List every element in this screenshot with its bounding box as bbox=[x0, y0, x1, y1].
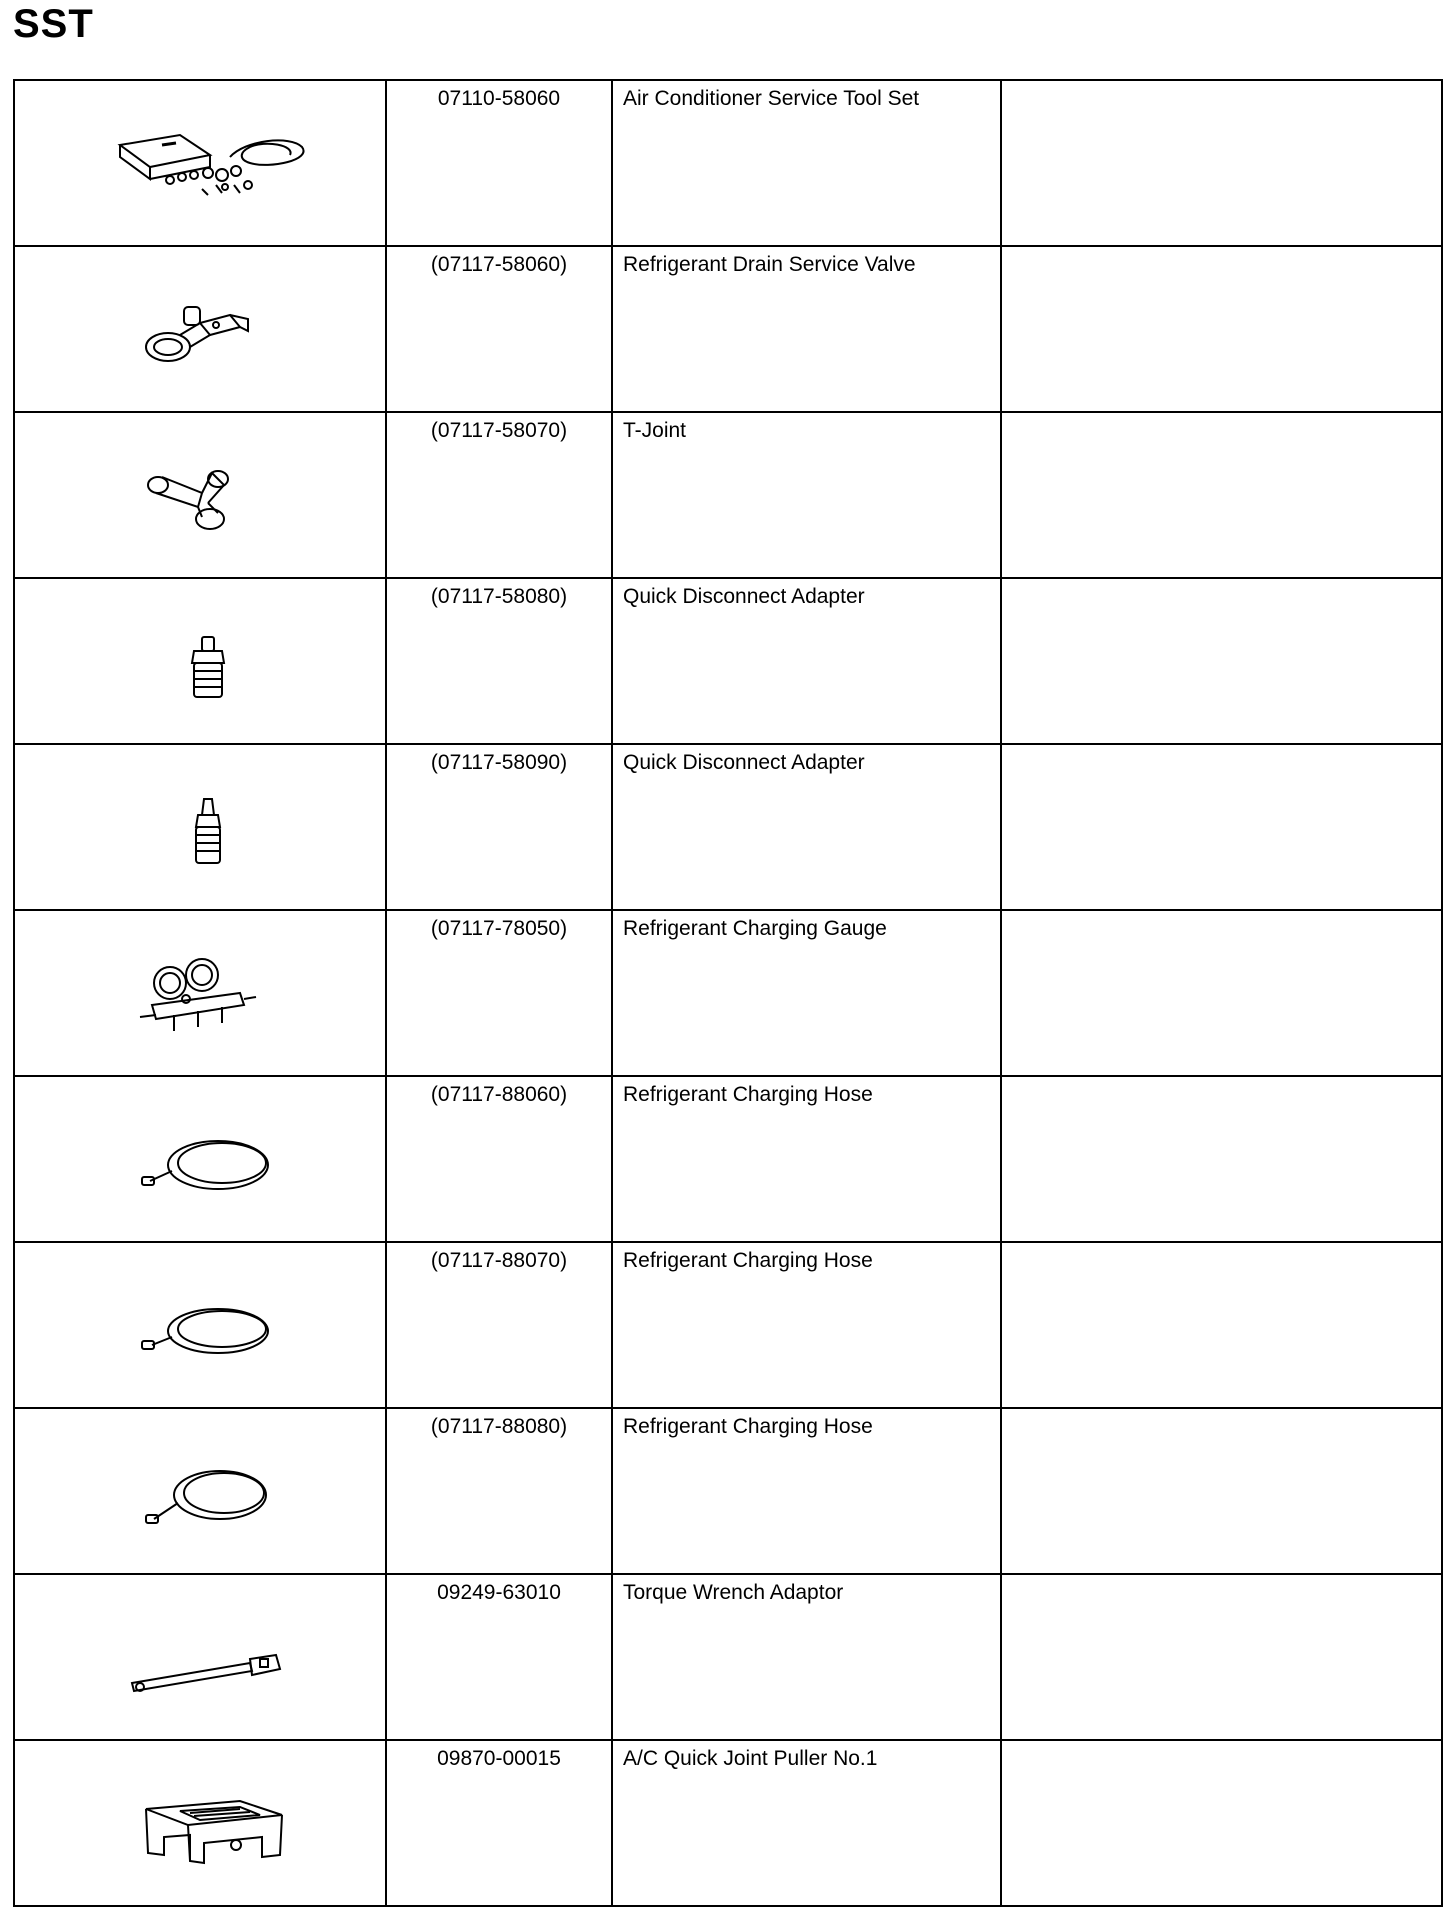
tool-name-cell bbox=[612, 1076, 1001, 1242]
table-row bbox=[14, 1076, 1442, 1242]
part-number-cell bbox=[386, 910, 612, 1076]
table-row bbox=[14, 246, 1442, 412]
table-row bbox=[14, 744, 1442, 910]
tool-illustration-cell bbox=[14, 910, 386, 1076]
part-number: (07117-88070) bbox=[430, 1249, 568, 1272]
part-number: (07117-88060) bbox=[430, 1083, 568, 1106]
part-number-cell bbox=[386, 246, 612, 412]
tool-name-cell bbox=[612, 412, 1001, 578]
tool-name-cell bbox=[612, 246, 1001, 412]
part-number-cell bbox=[386, 412, 612, 578]
note-cell bbox=[1001, 1408, 1442, 1574]
tool-illustration-cell bbox=[14, 246, 386, 412]
tool-illustration-cell bbox=[14, 1076, 386, 1242]
tool-name-cell bbox=[612, 1574, 1001, 1740]
table-row bbox=[14, 910, 1442, 1076]
tool-illustration-cell bbox=[14, 1242, 386, 1408]
charging-hose-icon bbox=[90, 1433, 310, 1543]
part-number-cell bbox=[386, 80, 612, 246]
charging-gauge-manifold-icon bbox=[90, 935, 310, 1045]
tool-name-cell bbox=[612, 1740, 1001, 1906]
charging-hose-icon bbox=[90, 1101, 310, 1211]
tool-name: Refrigerant Charging Hose bbox=[623, 1249, 873, 1272]
tool-illustration-cell bbox=[14, 1574, 386, 1740]
quick-disconnect-adapter-icon bbox=[90, 603, 310, 713]
part-number: 09870-00015 bbox=[437, 1747, 561, 1770]
torque-wrench-adaptor-icon bbox=[90, 1599, 310, 1709]
note-cell bbox=[1001, 1574, 1442, 1740]
drain-service-valve-icon bbox=[90, 271, 310, 381]
part-number-cell bbox=[386, 1076, 612, 1242]
part-number: (07117-58090) bbox=[430, 751, 568, 774]
part-number: (07117-58070) bbox=[430, 419, 568, 442]
tool-name: A/C Quick Joint Puller No.1 bbox=[623, 1747, 878, 1770]
part-number-cell bbox=[386, 744, 612, 910]
tool-name: Quick Disconnect Adapter bbox=[623, 751, 865, 774]
tool-name: Quick Disconnect Adapter bbox=[623, 585, 865, 608]
charging-hose-icon bbox=[90, 1267, 310, 1377]
tool-illustration-cell bbox=[14, 412, 386, 578]
table-row bbox=[14, 1740, 1442, 1906]
part-number: 07110-58060 bbox=[437, 87, 561, 110]
note-cell bbox=[1001, 1242, 1442, 1408]
tool-illustration-cell bbox=[14, 1408, 386, 1574]
tool-name-cell bbox=[612, 1242, 1001, 1408]
note-cell bbox=[1001, 744, 1442, 910]
tool-illustration-cell bbox=[14, 1740, 386, 1906]
part-number: (07117-58080) bbox=[430, 585, 568, 608]
tool-name: Air Conditioner Service Tool Set bbox=[623, 87, 920, 110]
part-number: 09249-63010 bbox=[437, 1581, 561, 1604]
table-row bbox=[14, 1408, 1442, 1574]
part-number: (07117-78050) bbox=[430, 917, 568, 940]
tool-name: Refrigerant Charging Hose bbox=[623, 1415, 873, 1438]
sst-table bbox=[13, 79, 1443, 1907]
tool-illustration-cell bbox=[14, 744, 386, 910]
part-number-cell bbox=[386, 578, 612, 744]
table-row bbox=[14, 1242, 1442, 1408]
tool-name: Refrigerant Charging Hose bbox=[623, 1083, 873, 1106]
tool-name-cell bbox=[612, 1408, 1001, 1574]
note-cell bbox=[1001, 80, 1442, 246]
note-cell bbox=[1001, 412, 1442, 578]
note-cell bbox=[1001, 246, 1442, 412]
table-row bbox=[14, 412, 1442, 578]
tool-name: Refrigerant Drain Service Valve bbox=[623, 253, 916, 276]
tool-name: T-Joint bbox=[623, 419, 687, 442]
quick-joint-puller-icon bbox=[90, 1765, 310, 1875]
service-tool-set-case-icon bbox=[90, 105, 310, 215]
tool-illustration-cell bbox=[14, 578, 386, 744]
table-row bbox=[14, 578, 1442, 744]
quick-disconnect-adapter-icon bbox=[90, 769, 310, 879]
note-cell bbox=[1001, 910, 1442, 1076]
table-row bbox=[14, 1574, 1442, 1740]
note-cell bbox=[1001, 1076, 1442, 1242]
part-number-cell bbox=[386, 1242, 612, 1408]
tool-illustration-cell bbox=[14, 80, 386, 246]
table-row bbox=[14, 80, 1442, 246]
t-joint-icon bbox=[90, 437, 310, 547]
tool-name-cell bbox=[612, 578, 1001, 744]
part-number-cell bbox=[386, 1574, 612, 1740]
tool-name: Refrigerant Charging Gauge bbox=[623, 917, 887, 940]
part-number: (07117-58060) bbox=[430, 253, 568, 276]
part-number: (07117-88080) bbox=[430, 1415, 568, 1438]
tool-name-cell bbox=[612, 910, 1001, 1076]
part-number-cell bbox=[386, 1740, 612, 1906]
tool-name-cell bbox=[612, 80, 1001, 246]
tool-name-cell bbox=[612, 744, 1001, 910]
note-cell bbox=[1001, 1740, 1442, 1906]
part-number-cell bbox=[386, 1408, 612, 1574]
note-cell bbox=[1001, 578, 1442, 744]
tool-name: Torque Wrench Adaptor bbox=[623, 1581, 844, 1604]
page-title: SST bbox=[13, 2, 94, 46]
